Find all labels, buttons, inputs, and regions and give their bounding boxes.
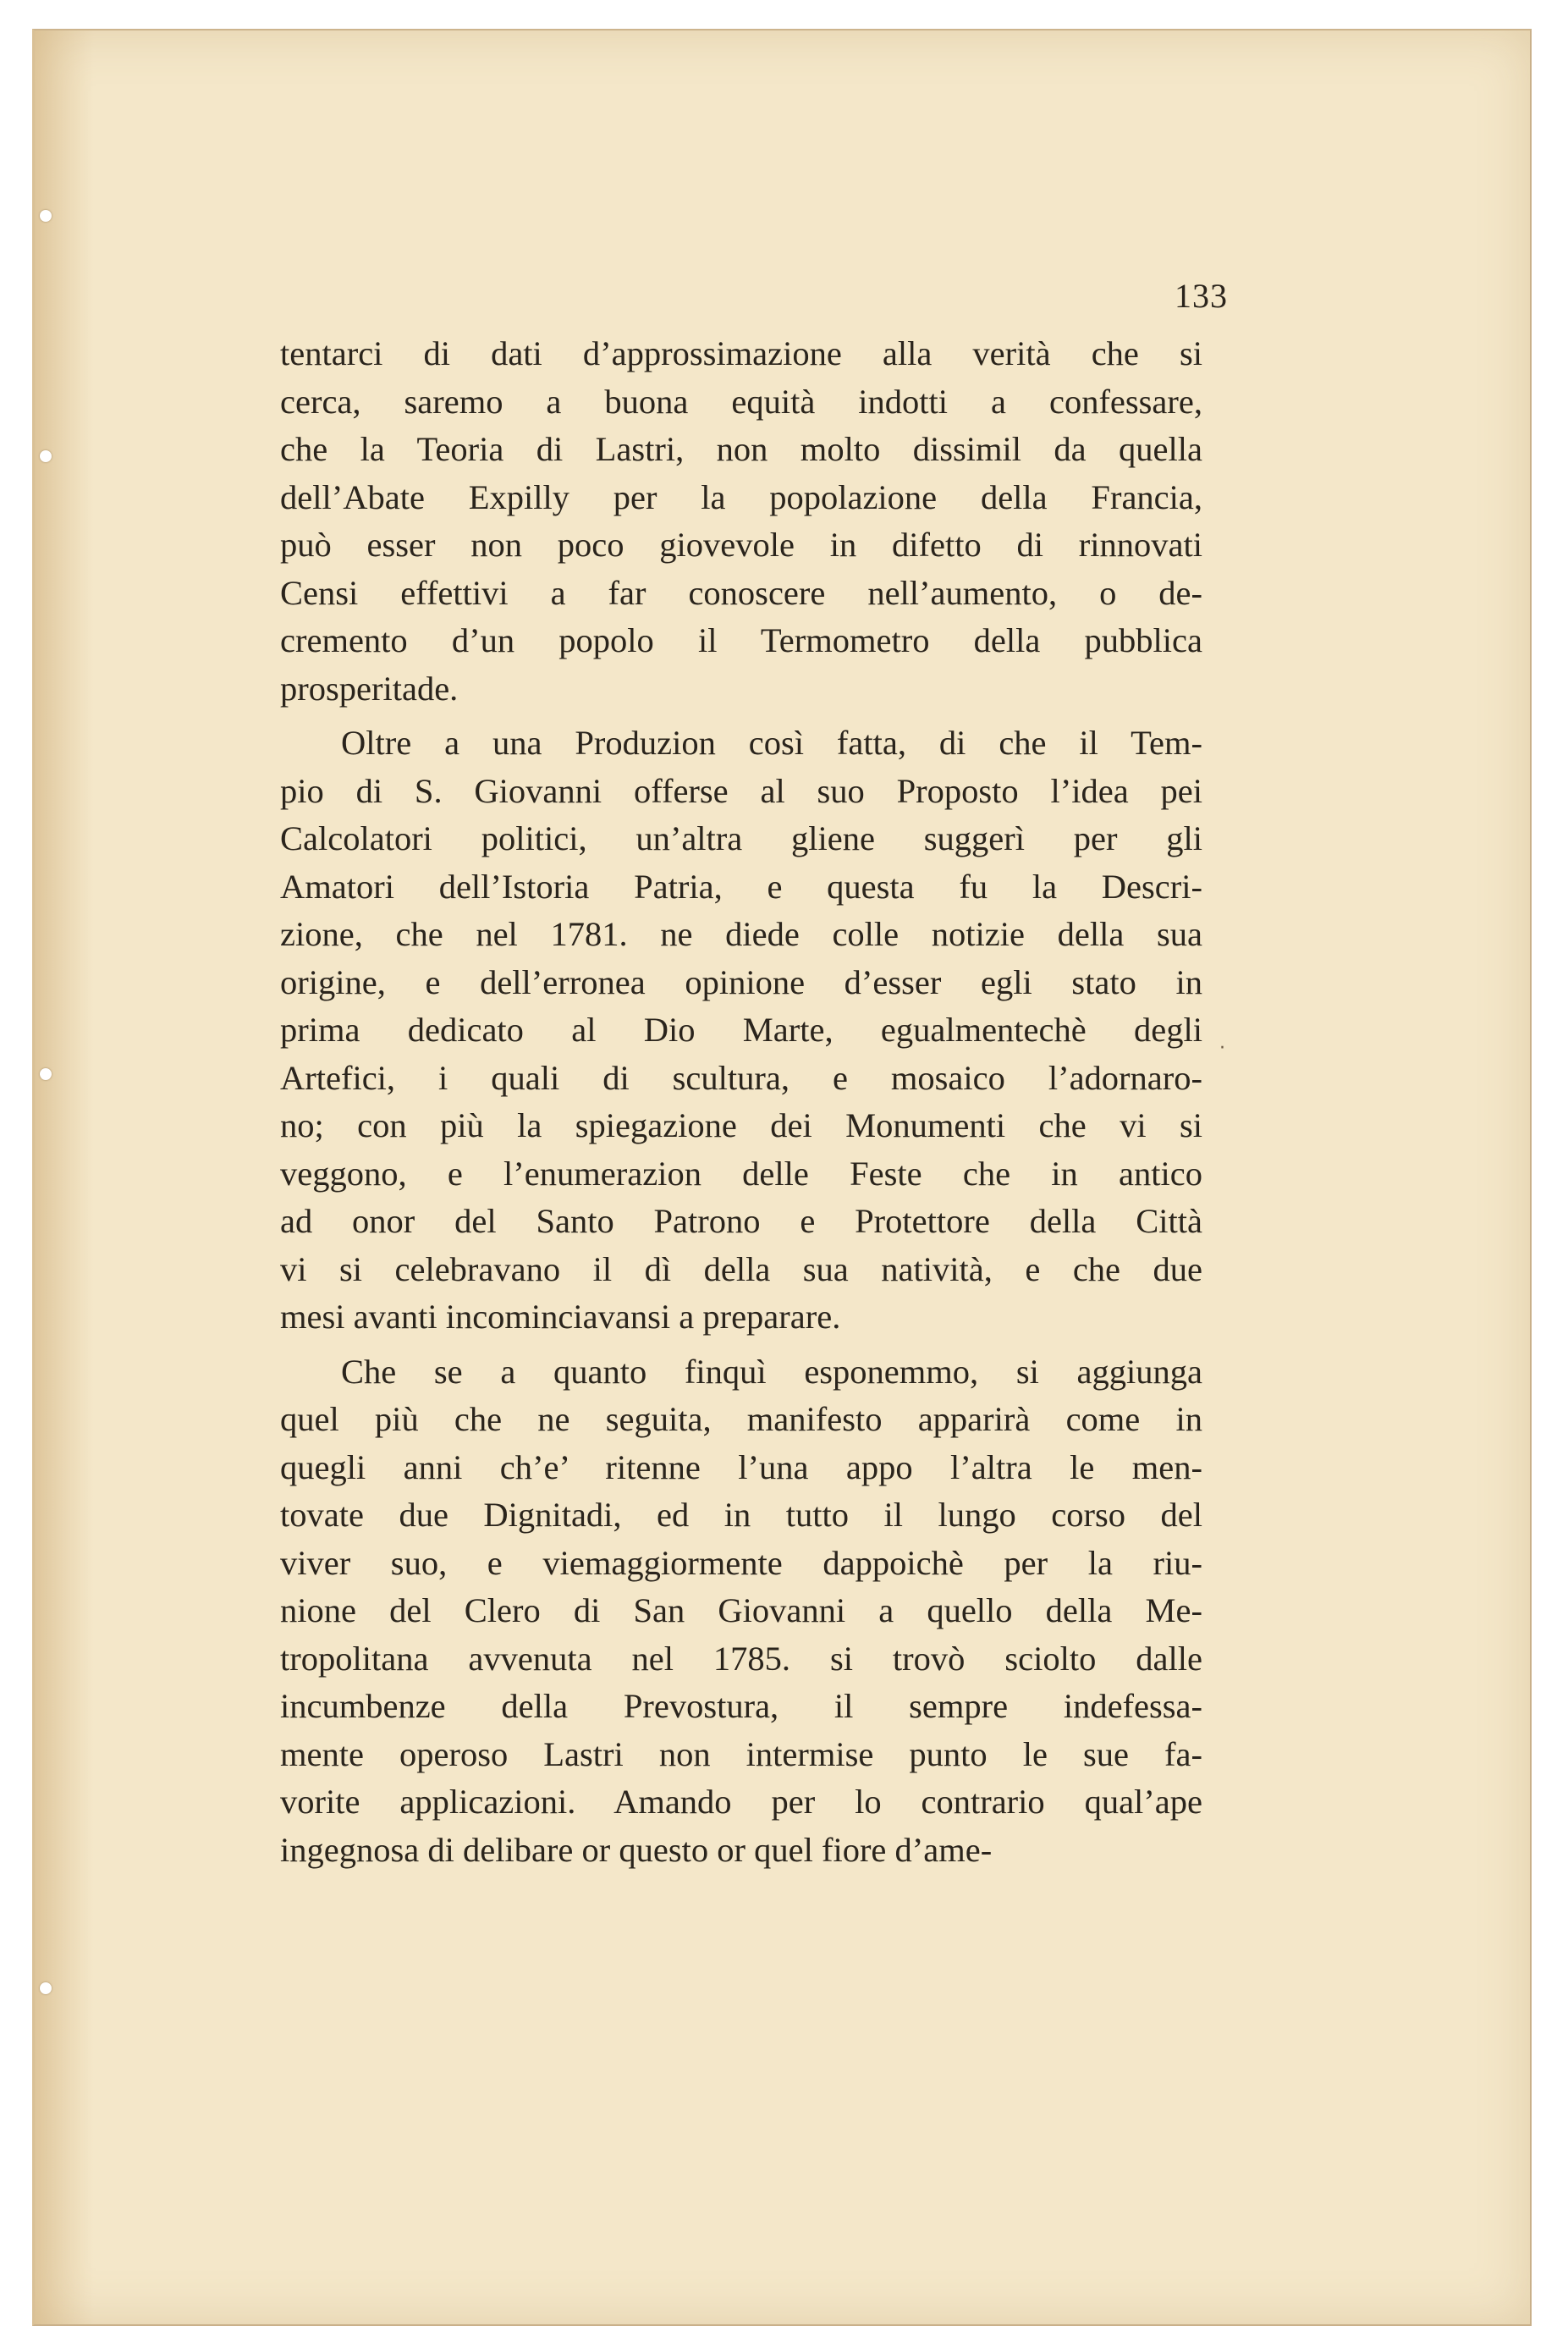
- text-line: no; con più la spiegazione dei Monumenti che vi si: [280, 1106, 1202, 1144]
- text-line: ingegnosa di delibare or questo or quel fiore d’ame-: [280, 1830, 993, 1869]
- text-line: vi si celebravano il dì della sua natività, e che due: [280, 1249, 1202, 1288]
- text-line: Che se a quanto finquì esponemmo, si aggiunga: [341, 1352, 1202, 1391]
- paragraph-gap: [280, 1342, 1202, 1348]
- paragraph: [280, 1348, 1202, 1875]
- text-line: dell’Abate Expilly per la popolazione della Francia,: [280, 477, 1202, 516]
- text-line: viver suo, e viemaggiormente dappoichè per la riu-: [280, 1543, 1202, 1582]
- text-line: ad onor del Santo Patrono e Protettore della Città: [280, 1202, 1202, 1240]
- text-line: cerca, saremo a buona equità indotti a confessare,: [280, 382, 1202, 421]
- text-line: zione, che nel 1781. ne diede colle notizie della sua: [280, 915, 1202, 953]
- text-line: pio di S. Giovanni offerse al suo Proposto l’idea pei: [280, 771, 1202, 810]
- text-line: tropolitana avvenuta nel 1785. si trovò sciolto dalle: [280, 1639, 1202, 1678]
- binding-hole: [40, 450, 52, 462]
- text-line: incumbenze della Prevostura, il sempre indefessa-: [280, 1687, 1202, 1725]
- text-line: origine, e dell’erronea opinione d’esser egli stato in: [280, 962, 1202, 1001]
- paragraph: [280, 719, 1202, 1342]
- margin-speck: ·: [1219, 1038, 1225, 1059]
- binding-hole: [40, 1068, 52, 1080]
- text-line: Censi effettivi a far conoscere nell’aumento, o de-: [280, 573, 1202, 612]
- text-line: può esser non poco giovevole in difetto di rinnovati: [280, 526, 1202, 564]
- body-text: [280, 330, 1202, 1874]
- text-line: Calcolatori politici, un’altra gliene suggerì per gli: [280, 819, 1202, 857]
- text-line: mesi avanti incominciavansi a preparare.: [280, 1298, 841, 1336]
- page-spine-shadow: [35, 30, 94, 2324]
- text-line: Oltre a una Produzion così fatta, di che il Tem-: [341, 724, 1202, 762]
- text-line: quel più che ne seguita, manifesto apparirà come in: [280, 1400, 1202, 1438]
- text-line: vorite applicazioni. Amando per lo contrario qual’ape: [280, 1783, 1202, 1821]
- text-line: Amatori dell’Istoria Patria, e questa fu la Descri-: [280, 867, 1202, 906]
- text-line: Artefici, i quali di scultura, e mosaico l’adornaro-: [280, 1058, 1202, 1097]
- text-line: tovate due Dignitadi, ed in tutto il lungo corso del: [280, 1496, 1202, 1534]
- book-page: [32, 29, 1532, 2326]
- paragraph: [280, 330, 1202, 713]
- text-line: nione del Clero di San Giovanni a quello della Me-: [280, 1591, 1202, 1629]
- page-number: 133: [1175, 277, 1228, 315]
- text-line: veggono, e l’enumerazion delle Feste che in antico: [280, 1154, 1202, 1193]
- text-line: prima dedicato al Dio Marte, egualmentechè degli: [280, 1011, 1202, 1049]
- binding-hole: [40, 1982, 52, 1994]
- text-line: tentarci di dati d’approssimazione alla verità che si: [280, 334, 1202, 372]
- text-line: cremento d’un popolo il Termometro della pubblica: [280, 621, 1202, 659]
- text-line: che la Teoria di Lastri, non molto dissimil da quella: [280, 430, 1202, 468]
- text-line: mente operoso Lastri non intermise punto le sue fa-: [280, 1734, 1202, 1773]
- text-line: prosperitade.: [280, 669, 459, 708]
- paragraph-gap: [280, 713, 1202, 719]
- text-line: quegli anni ch’e’ ritenne l’una appo l’altra le men-: [280, 1447, 1202, 1486]
- binding-hole: [40, 210, 52, 222]
